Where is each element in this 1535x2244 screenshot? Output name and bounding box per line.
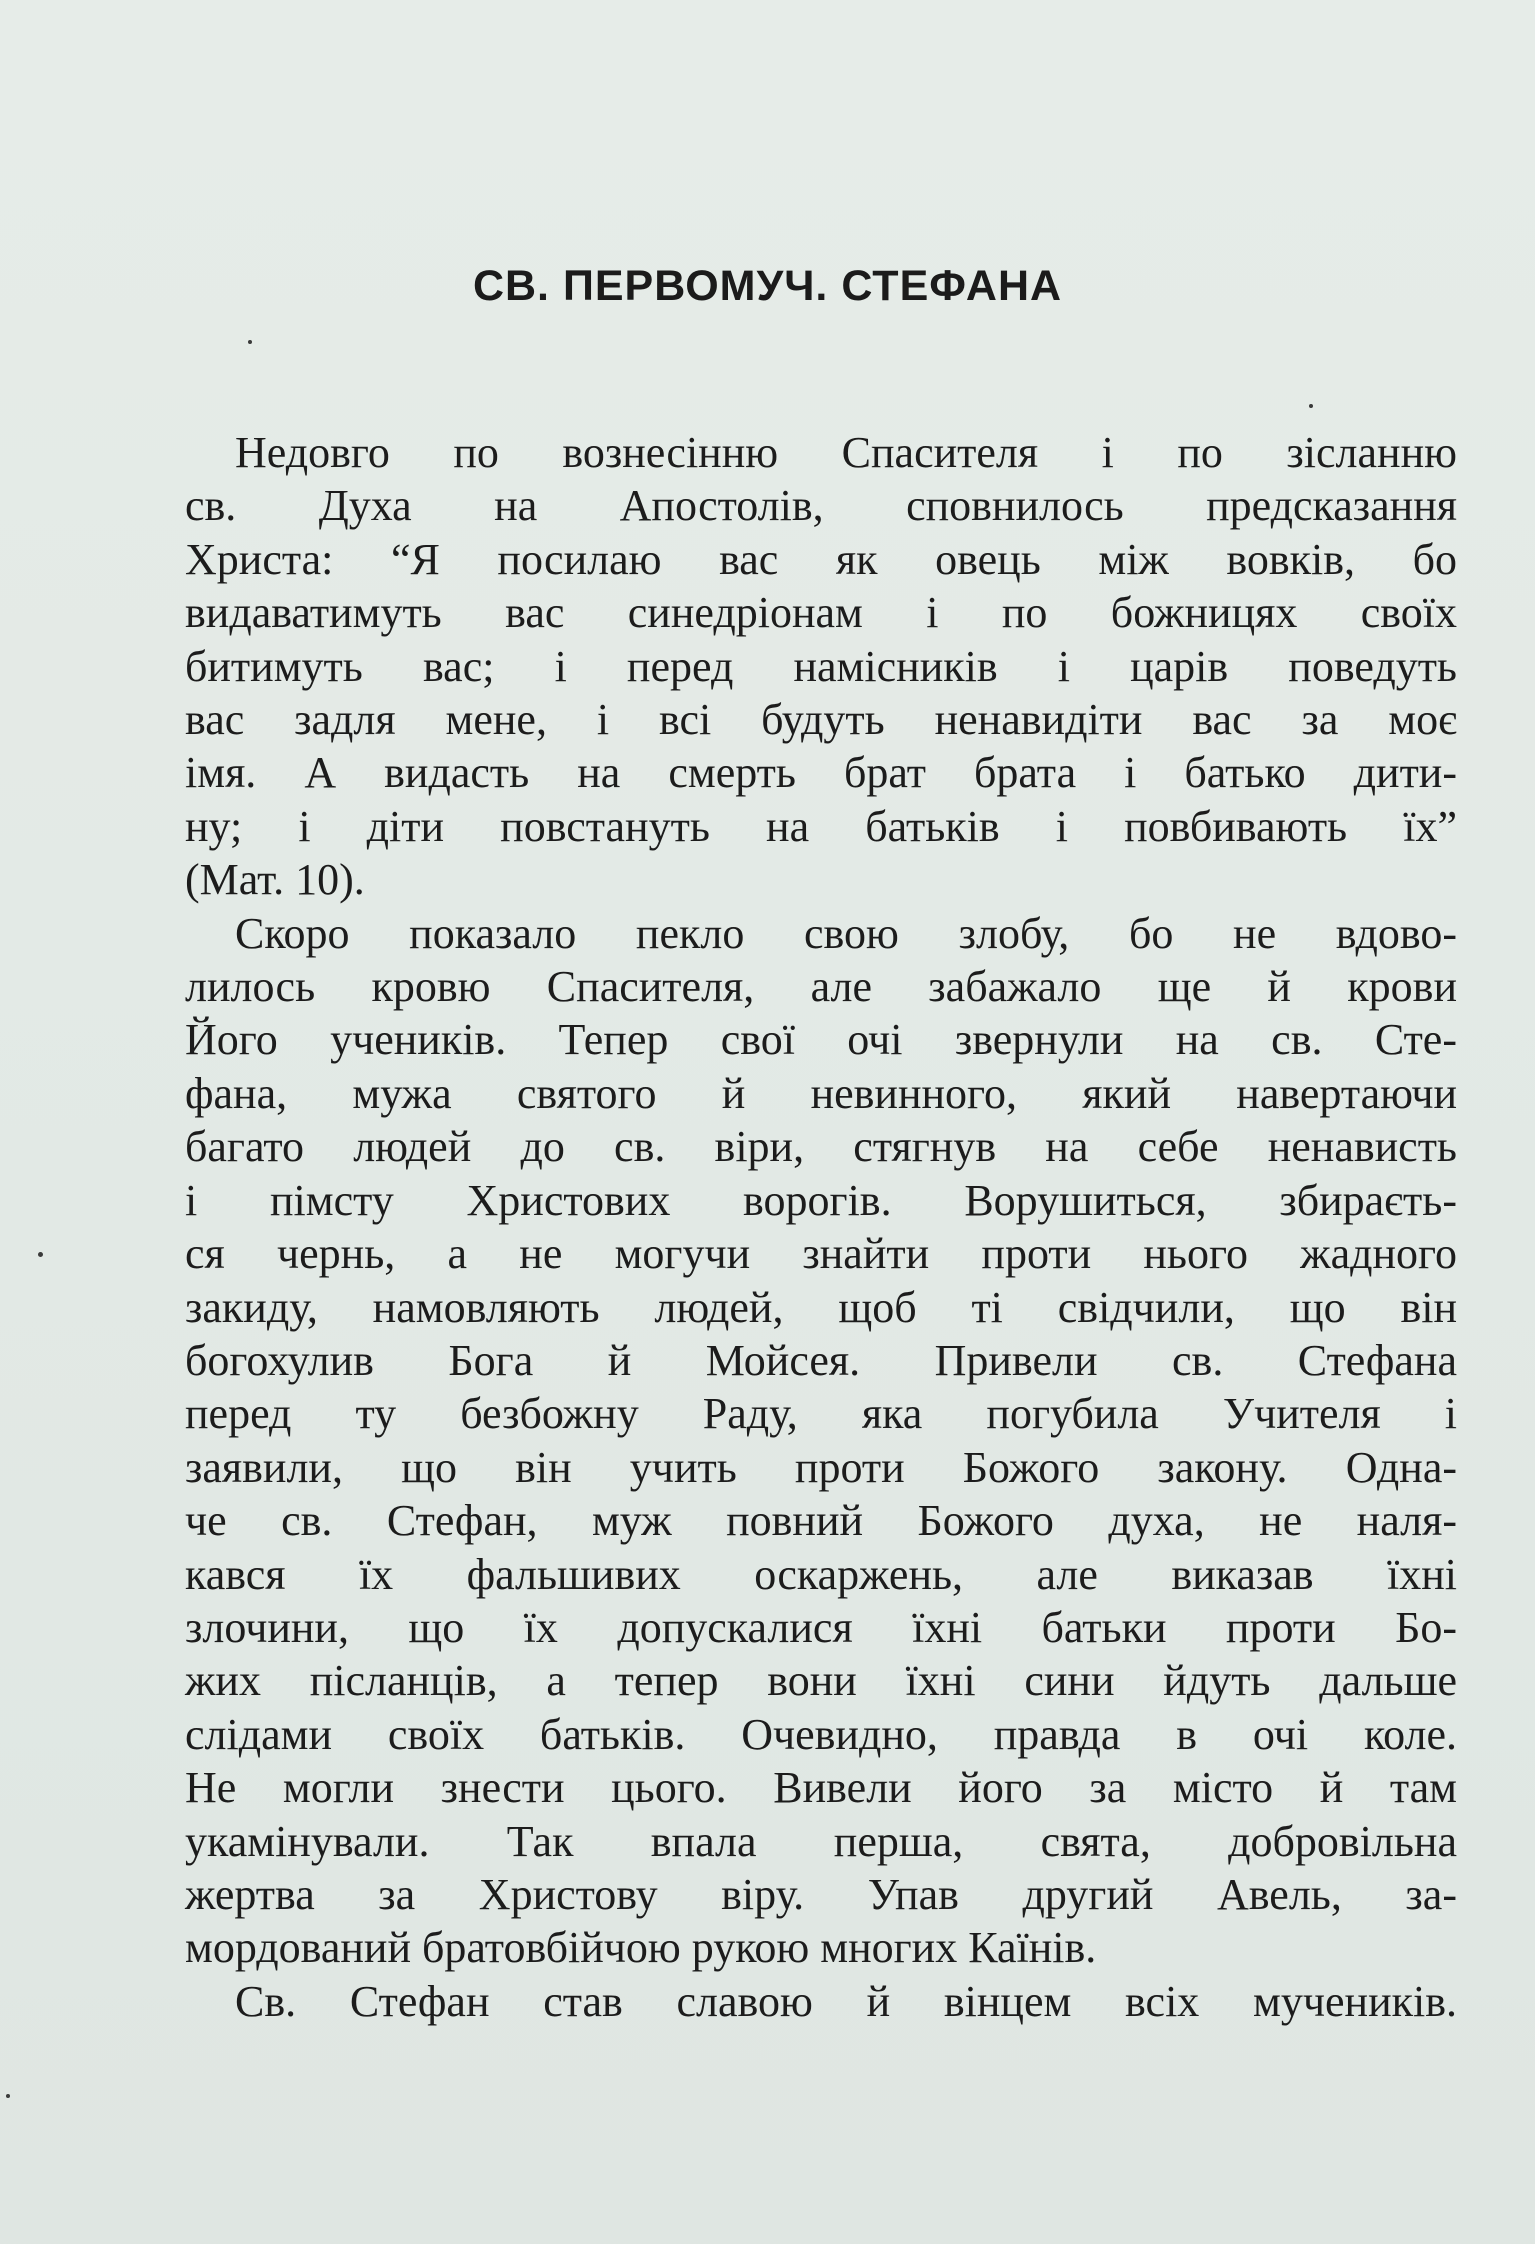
- text-line: Не могли знести цього. Вивели його за місто й там: [185, 1763, 1457, 1813]
- text-line: і пімсту Христових ворогів. Ворушиться, збираєть-: [185, 1175, 1457, 1225]
- text-line: че св. Стефан, муж повний Божого духа, не наля-: [185, 1496, 1457, 1546]
- text-line: заявили, що він учить проти Божого закону. Одна-: [185, 1442, 1457, 1492]
- chapter-body: [185, 426, 1457, 2028]
- text-line: імя. А видасть на смерть брат брата і батько дити-: [185, 748, 1457, 798]
- text-line: ся чернь, а не могучи знайти проти нього жадного: [185, 1229, 1457, 1279]
- paper-speck: [38, 1252, 43, 1257]
- paragraph: [185, 1975, 1457, 2028]
- paragraph: [185, 426, 1457, 907]
- text-line: жертва за Христову віру. Упав другий Авель, за-: [185, 1869, 1457, 1919]
- text-line: злочини, що їх допускалися їхні батьки проти Бо-: [185, 1602, 1457, 1652]
- text-line: фана, мужа святого й невинного, який навертаючи: [185, 1068, 1457, 1118]
- text-line: вас задля мене, і всі будуть ненавидіти вас за моє: [185, 695, 1457, 745]
- paper-speck: [248, 340, 252, 344]
- chapter-title: СВ. ПЕРВОМУЧ. СТЕФАНА: [472, 262, 1063, 310]
- text-line: мордований братовбійчою рукою многих Каїнів.: [185, 1923, 1097, 1973]
- text-line: видаватимуть вас синедріонам і по божницях своїх: [185, 588, 1457, 638]
- text-line: слідами своїх батьків. Очевидно, правда в очі коле.: [185, 1709, 1457, 1759]
- text-line: лилось кровю Спасителя, але забажало ще й крови: [185, 962, 1457, 1012]
- text-line: Його учеників. Тепер свої очі звернули на св. Сте-: [185, 1015, 1457, 1065]
- text-line: укамінували. Так впала перша, свята, добровільна: [185, 1816, 1457, 1866]
- text-line: битимуть вас; і перед намісників і царів поведуть: [185, 641, 1457, 691]
- text-line: Недовго по вознесінню Спасителя і по зісланню: [235, 428, 1457, 477]
- text-line: ну; і діти повстануть на батьків і повбивають їх”: [185, 801, 1457, 851]
- text-line: Скоро показало пекло свою злобу, бо не вдово-: [235, 908, 1457, 958]
- text-line: закиду, намовляють людей, щоб ті свідчили, що він: [185, 1282, 1457, 1332]
- paper-speck: [6, 2094, 10, 2098]
- text-line: (Мат. 10).: [185, 855, 365, 905]
- text-line: жих післанців, а тепер вони їхні сини йдуть дальше: [185, 1656, 1457, 1706]
- paragraph: [185, 907, 1457, 1975]
- text-line: кався їх фальшивих оскаржень, але виказав їхні: [185, 1549, 1457, 1599]
- text-line: Христа: “Я посилаю вас як овець між вовків, бо: [185, 534, 1457, 584]
- text-line: багато людей до св. віри, стягнув на себе ненависть: [185, 1122, 1457, 1172]
- text-line: Св. Стефан став славою й вінцем всіх мучеників.: [235, 1976, 1457, 2026]
- paper-speck: [1309, 404, 1313, 408]
- text-line: св. Духа на Апостолів, сповнилось предсказання: [185, 481, 1457, 531]
- text-line: богохулив Бога й Мойсея. Привели св. Стефана: [185, 1335, 1457, 1385]
- text-line: перед ту безбожну Раду, яка погубила Учителя і: [185, 1389, 1457, 1439]
